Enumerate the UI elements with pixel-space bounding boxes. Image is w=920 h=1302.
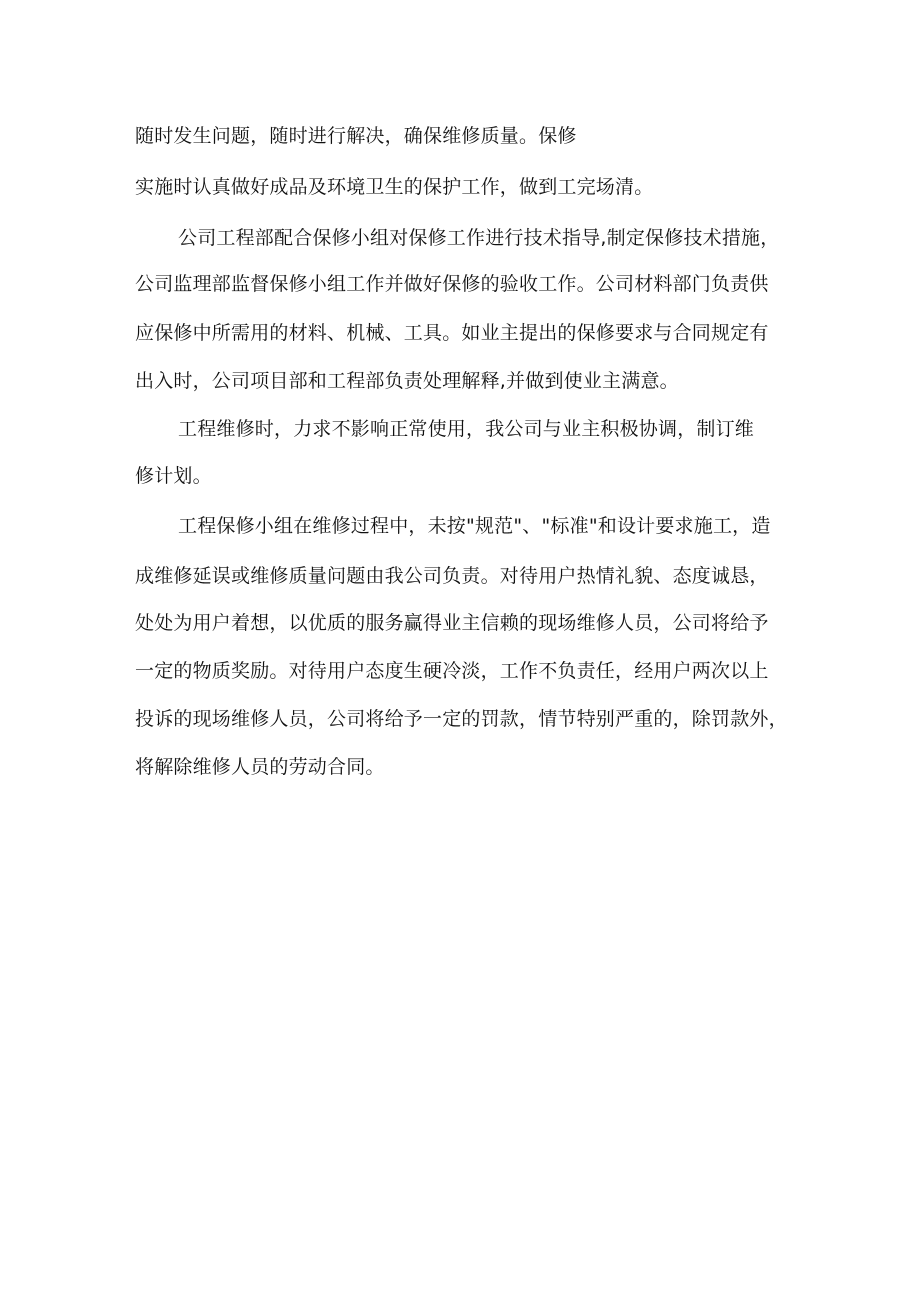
- paragraph-5-line-5: 投诉的现场维修人员，公司将给予一定的罚款，情节特别严重的，除罚款外，: [135, 708, 788, 730]
- paragraph-4-line-2: 修计划。: [135, 465, 212, 487]
- paragraph-1-line-1: 随时发生问题，随时进行解决，确保维修质量。保修: [135, 125, 577, 147]
- paragraph-2-line-1: 实施时认真做好成品及环境卫生的保护工作，做到工完场清。: [135, 176, 654, 198]
- paragraph-5-line-6: 将解除维修人员的劳动合同。: [135, 756, 385, 778]
- paragraph-3-line-1: 公司工程部配合保修小组对保修工作进行技术指导,制定保修技术措施，: [178, 227, 780, 249]
- paragraph-3-line-3: 应保修中所需用的材料、机械、工具。如业主提出的保修要求与合同规定有: [135, 322, 769, 344]
- paragraph-3-line-2: 公司监理部监督保修小组工作并做好保修的验收工作。公司材料部门负责供: [135, 273, 769, 295]
- paragraph-5-line-1: 工程保修小组在维修过程中，未按"规范"、"标准"和设计要求施工，造: [178, 515, 771, 537]
- paragraph-5-line-3: 处处为用户着想，以优质的服务赢得业主信赖的现场维修人员，公司将给予: [135, 612, 769, 634]
- paragraph-5-line-2: 成维修延误或维修质量问题由我公司负责。对待用户热情礼貌、态度诚恳，: [135, 565, 769, 587]
- paragraph-3-line-4: 出入时，公司项目部和工程部负责处理解释,并做到使业主满意。: [135, 370, 679, 392]
- paragraph-4-line-1: 工程维修时，力求不影响正常使用，我公司与业主积极协调，制订维: [178, 418, 755, 440]
- paragraph-5-line-4: 一定的物质奖励。对待用户态度生硬冷淡，工作不负责任，经用户两次以上: [135, 660, 769, 682]
